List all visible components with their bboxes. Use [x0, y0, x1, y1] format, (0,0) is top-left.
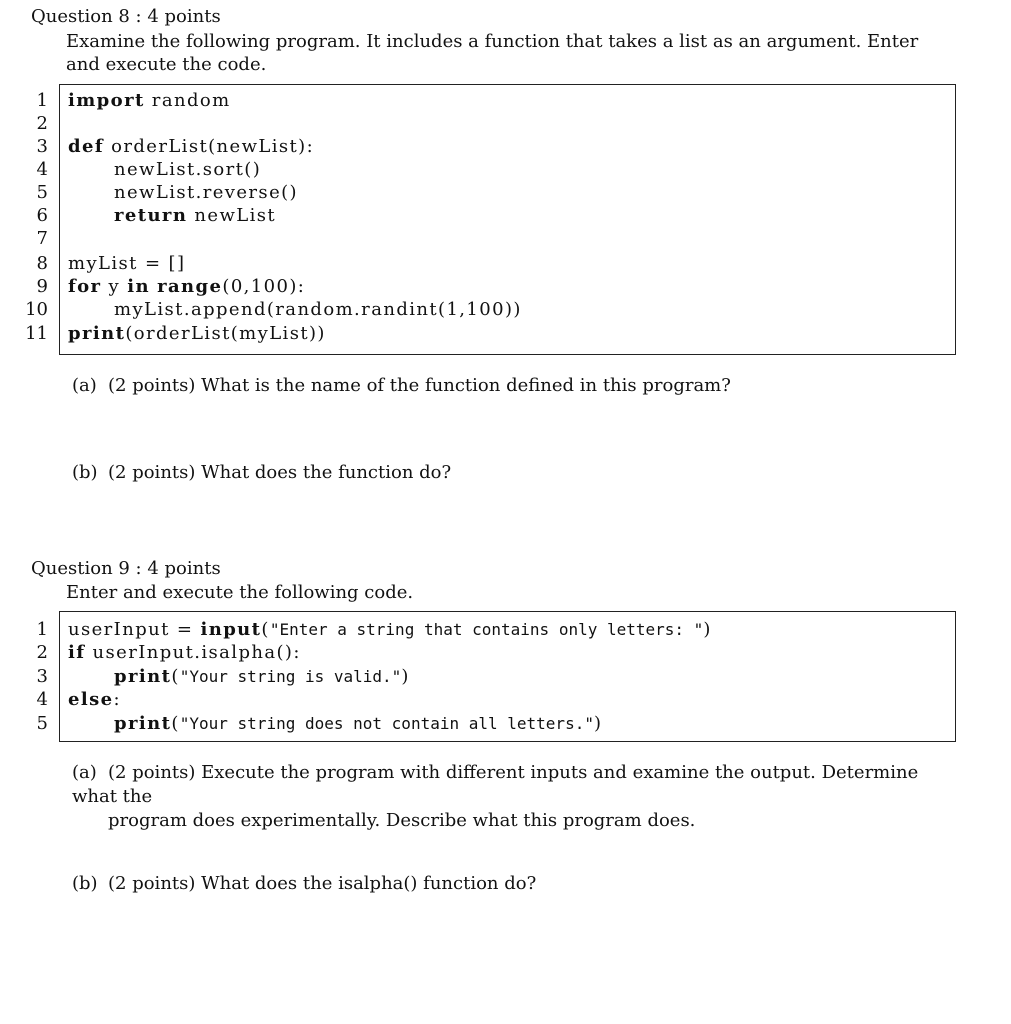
- code-string: "Enter a string that contains only letters: ": [269, 620, 704, 639]
- question-9-part-b: [72, 872, 952, 896]
- code-text: orderList(newList):: [103, 136, 315, 157]
- code-line: [36, 641, 955, 664]
- part-text: (2 points) What does the isalpha() function do?: [108, 873, 537, 894]
- code-text: myList.append(random.randint(1,100)): [114, 299, 522, 320]
- code-line: [36, 275, 955, 298]
- code-text: (orderList(myList)): [125, 323, 326, 344]
- part-text-continued: program does experimentally. Describe what this program does.: [108, 810, 696, 831]
- line-number: 3: [36, 666, 48, 687]
- code-text: random: [144, 90, 231, 111]
- code-string: "Your string does not contain all letters.": [179, 714, 594, 733]
- code-text: (0,100):: [222, 276, 306, 297]
- code-line: [25, 298, 955, 321]
- line-number: 2: [36, 642, 48, 663]
- code-line: [36, 227, 955, 250]
- code-keyword: input: [200, 619, 262, 640]
- code-line: [36, 688, 955, 711]
- code-text: newList: [187, 205, 277, 226]
- question-8-title: Question 8 : 4 points: [31, 6, 221, 27]
- code-keyword: else: [68, 689, 114, 710]
- line-number: 9: [36, 276, 48, 297]
- question-9-part-a: [72, 761, 952, 833]
- code-keyword: def: [68, 136, 104, 157]
- line-number: 7: [36, 228, 48, 249]
- line-number: 4: [36, 159, 48, 180]
- code-keyword: if: [68, 642, 86, 663]
- code-line: [36, 89, 955, 112]
- code-keyword: return: [114, 205, 188, 226]
- line-number: 5: [36, 713, 48, 734]
- code-line: [36, 112, 955, 135]
- line-number: 1: [36, 90, 48, 111]
- code-keyword: print: [68, 323, 126, 344]
- code-line: [36, 252, 955, 275]
- code-string: "Your string is valid.": [179, 667, 402, 686]
- line-number: 8: [36, 253, 48, 274]
- code-line: [36, 665, 955, 688]
- question-9-description: Enter and execute the following code.: [66, 582, 414, 603]
- code-keyword: import: [68, 90, 145, 111]
- part-label: (b): [72, 873, 98, 894]
- code-text: (: [171, 713, 180, 734]
- code-text: newList.reverse(): [114, 182, 298, 203]
- code-line: [36, 618, 955, 641]
- part-label: (b): [72, 462, 98, 483]
- line-number: 11: [25, 323, 48, 344]
- code-line: [36, 158, 955, 181]
- code-line: [36, 181, 955, 204]
- code-text: myList = []: [68, 253, 186, 274]
- question-9-code-block: [36, 611, 956, 742]
- part-label: (a): [72, 375, 97, 396]
- code-keyword: in: [127, 276, 150, 297]
- part-text: (2 points) What does the function do?: [108, 462, 452, 483]
- code-keyword: print: [114, 713, 172, 734]
- code-text: ): [593, 713, 603, 734]
- line-number: 4: [36, 689, 48, 710]
- code-text: userInput.isalpha():: [85, 642, 301, 663]
- code-line: [25, 322, 955, 345]
- question-9-title: Question 9 : 4 points: [31, 558, 221, 579]
- line-number: 2: [36, 113, 48, 134]
- line-number: 6: [36, 205, 48, 226]
- question-8-part-b: [72, 461, 952, 485]
- code-text: (: [171, 666, 180, 687]
- line-number: 5: [36, 182, 48, 203]
- code-line: [36, 204, 955, 227]
- code-text: :: [113, 689, 121, 710]
- line-number: 3: [36, 136, 48, 157]
- code-text: userInput =: [68, 619, 201, 640]
- code-keyword: range: [157, 276, 223, 297]
- question-8-part-a: [72, 374, 952, 398]
- part-label: (a): [72, 762, 97, 783]
- code-keyword: for: [68, 276, 102, 297]
- code-text: ): [401, 666, 410, 687]
- part-text: (2 points) Execute the program with different inputs and examine the output. Determine what the: [72, 762, 919, 807]
- part-text: (2 points) What is the name of the function defined in this program?: [108, 375, 731, 396]
- code-text: newList.sort(): [114, 159, 262, 180]
- code-keyword: print: [114, 666, 172, 687]
- code-text: (: [261, 619, 270, 640]
- question-8-code-block: [25, 84, 956, 355]
- question-8-description: Examine the following program. It includes a function that takes a list as an argument. Enter and execute the code.: [66, 31, 919, 75]
- line-number: 1: [36, 619, 48, 640]
- code-text: y: [101, 276, 128, 297]
- line-number: 10: [25, 299, 48, 320]
- code-text: ): [703, 619, 712, 640]
- code-line: [36, 135, 955, 158]
- code-line: [36, 712, 955, 735]
